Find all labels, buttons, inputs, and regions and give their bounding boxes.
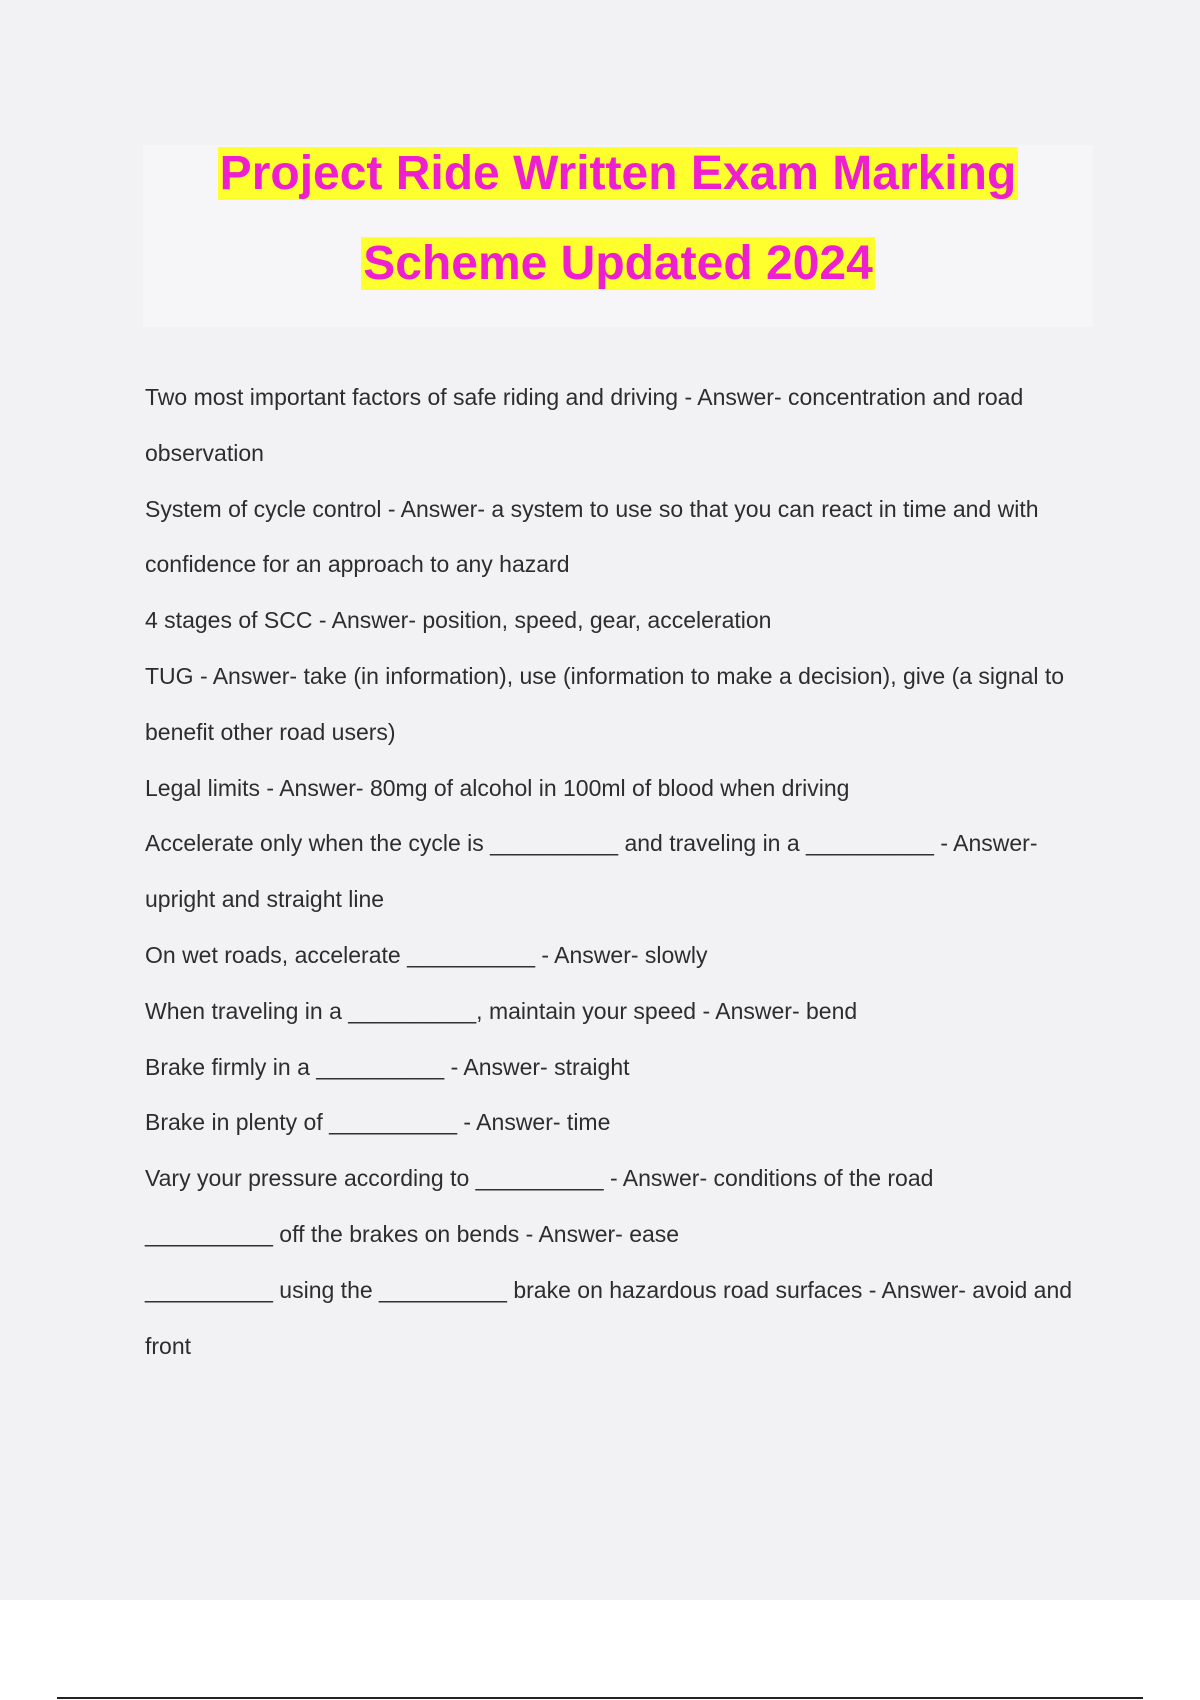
page-title-line-1: Project Ride Written Exam Marking bbox=[219, 147, 1017, 200]
qa-item: System of cycle control - Answer- a system to use so that you can react in time and with confidence for an approach to any hazard bbox=[145, 495, 1039, 578]
qa-item: Accelerate only when the cycle is __________ and traveling in a __________ - Answer- upright and straight line bbox=[145, 830, 1038, 913]
qa-item: On wet roads, accelerate __________ - Answer- slowly bbox=[145, 941, 708, 968]
qa-list bbox=[145, 370, 1095, 1374]
qa-item: Brake firmly in a __________ - Answer- straight bbox=[145, 1053, 630, 1080]
qa-item: __________ off the brakes on bends - Answer- ease bbox=[145, 1220, 680, 1247]
qa-item: Legal limits - Answer- 80mg of alcohol in 100ml of blood when driving bbox=[145, 774, 850, 801]
title-block bbox=[143, 145, 1093, 327]
qa-item: 4 stages of SCC - Answer- position, speed, gear, acceleration bbox=[145, 607, 772, 634]
qa-item: TUG - Answer- take (in information), use (information to make a decision), give (a signal to benefit other road users) bbox=[145, 662, 1065, 745]
qa-item: __________ using the __________ brake on hazardous road surfaces - Answer- avoid and front bbox=[145, 1276, 1073, 1359]
qa-item: Vary your pressure according to __________ - Answer- conditions of the road bbox=[145, 1165, 934, 1192]
qa-item: When traveling in a __________, maintain your speed - Answer- bend bbox=[145, 997, 858, 1024]
qa-item: Brake in plenty of __________ - Answer- time bbox=[145, 1109, 611, 1136]
page-title-line-2: Scheme Updated 2024 bbox=[363, 237, 873, 290]
qa-item: Two most important factors of safe riding and driving - Answer- concentration and road observation bbox=[145, 384, 1024, 466]
footer-divider bbox=[57, 1697, 1143, 1699]
